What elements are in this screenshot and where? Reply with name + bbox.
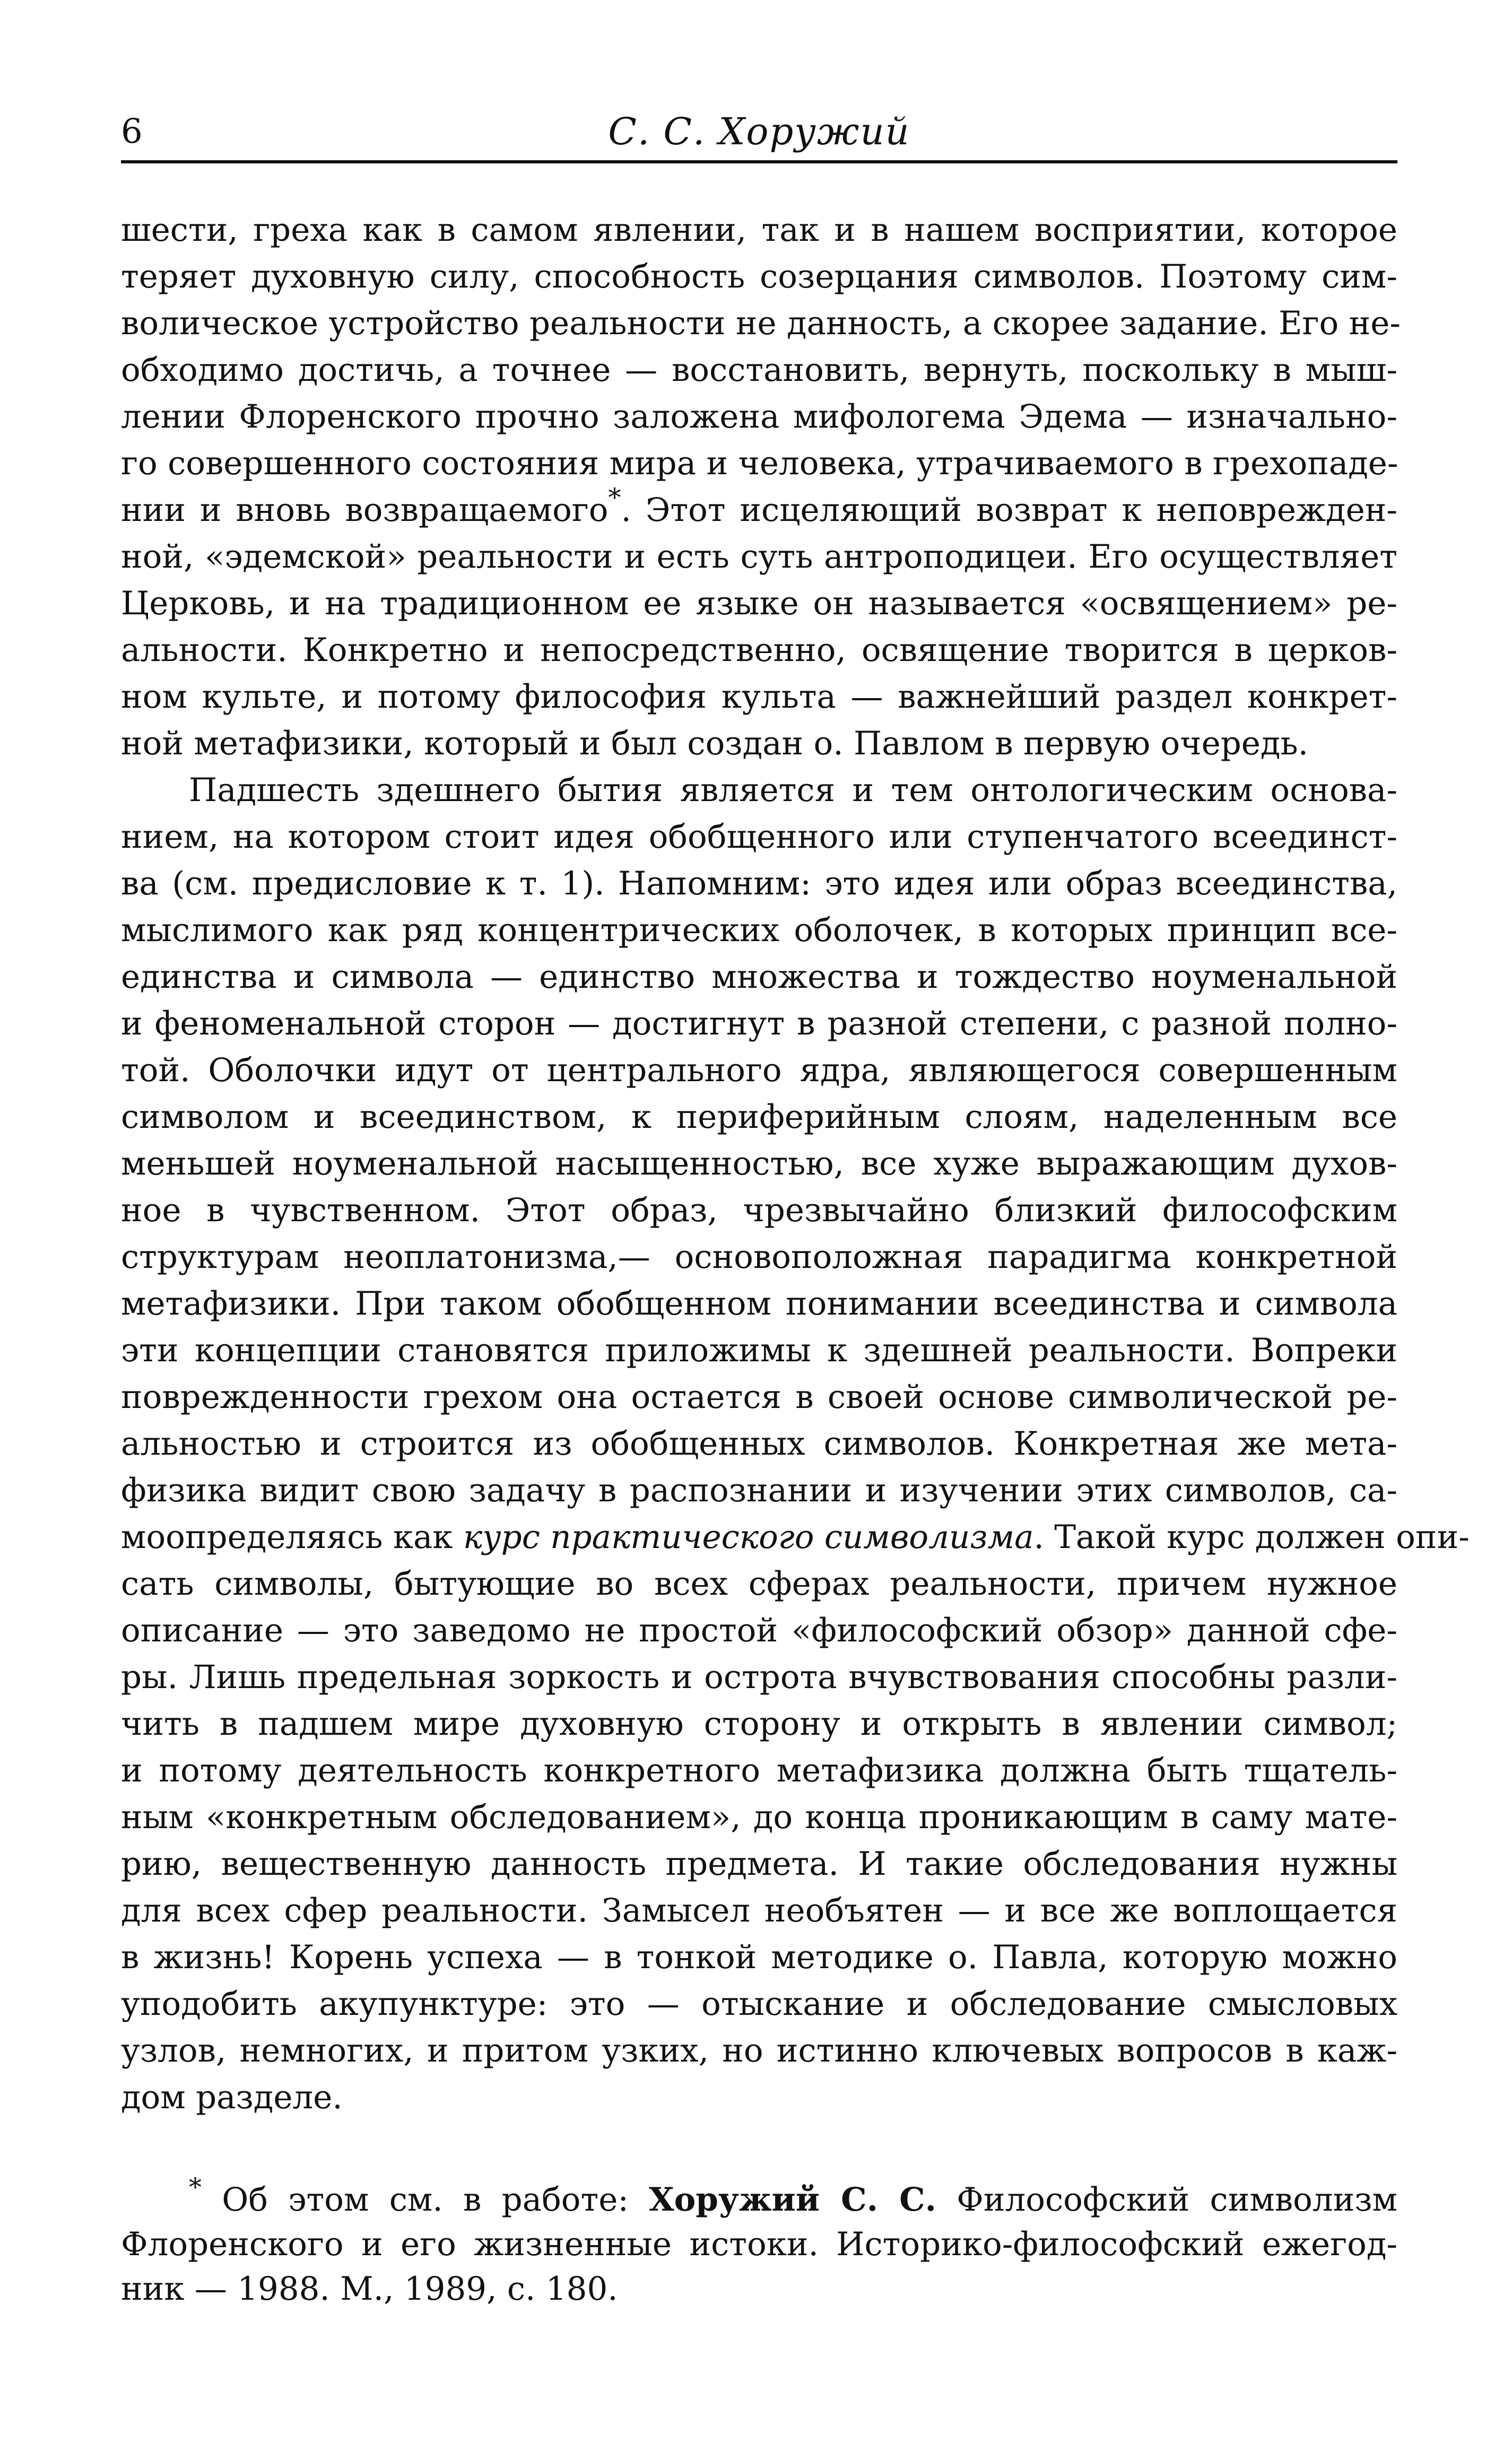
text-line: мыслимого как ряд концентрических оболочек, в которых принцип все- <box>121 911 1397 949</box>
italic-term: курс практического символизма <box>463 1518 1034 1556</box>
footnote <box>121 2172 1397 2311</box>
text-line: лении Флоренского прочно заложена мифологема Эдема — изначально- <box>121 398 1397 436</box>
text-line: ным «конкретным обследованием», до конца проникающим в саму мате- <box>121 1798 1397 1836</box>
text-segment: . Такой курс должен опи- <box>1033 1518 1470 1556</box>
text-line: альностью и строится из обобщенных символов. Конкретная же мета- <box>121 1425 1397 1463</box>
text-line: той. Оболочки идут от центрального ядра, являющегося совершенным <box>121 1051 1397 1089</box>
text-segment: . Этот исцеляющий возврат к неповрежден- <box>621 491 1397 529</box>
text-line: дом разделе. <box>121 2079 343 2116</box>
text-line: ной метафизики, который и был создан о. Павлом в первую очередь. <box>121 725 1308 762</box>
text-segment: моопределяясь как <box>121 1518 453 1556</box>
text-line: ном культе, и потому философия культа — важнейший раздел конкрет- <box>121 678 1397 716</box>
text-line: эти концепции становятся приложимы к здешней реальности. Вопреки <box>121 1332 1397 1369</box>
running-head: С. С. Хоружий <box>608 110 910 153</box>
text-line: поврежденности грехом она остается в своей основе символической ре- <box>121 1378 1397 1416</box>
text-line: сать символы, бытующие во всех сферах реальности, причем нужное <box>121 1565 1397 1603</box>
text-line: и потому деятельность конкретного метафизика должна быть тщатель- <box>121 1752 1397 1789</box>
text-line: и феноменальной сторон — достигнут в разной степени, с разной полно- <box>121 1005 1397 1042</box>
text-line: ной, «эдемской» реальности и есть суть антроподицеи. Его осуществляет <box>121 538 1397 576</box>
text-line: Церковь, и на традиционном ее языке он называется «освящением» ре- <box>121 585 1397 622</box>
text-line: единства и символа — единство множества и тождество ноуменальной <box>121 958 1397 996</box>
text-line: метафизики. При таком обобщенном понимании всеединства и символа <box>121 1285 1397 1323</box>
text-line: ры. Лишь предельная зоркость и острота вчувствования способны разли- <box>121 1658 1397 1696</box>
text-line: альности. Конкретно и непосредственно, освящение творится в церков- <box>121 631 1397 669</box>
text-line: чить в падшем мире духовную сторону и открыть в явлении символ; <box>121 1705 1397 1743</box>
text-line: уподобить акупунктуре: это — отыскание и обследование смысловых <box>121 1985 1397 2023</box>
text-line: нием, на котором стоит идея обобщенного или ступенчатого всеединст- <box>121 818 1397 856</box>
text-line: рию, вещественную данность предмета. И такие обследования нужны <box>121 1845 1397 1883</box>
footnote-line: ник — 1988. М., 1989, с. 180. <box>121 2270 618 2308</box>
text-line: узлов, немногих, и притом узких, но истинно ключевых вопросов в каж- <box>121 2032 1397 2070</box>
text-line: структурам неоплатонизма,— основоположная парадигма конкретной <box>121 1238 1397 1276</box>
text-line: описание — это заведомо не простой «философский обзор» данной сфе- <box>121 1612 1397 1649</box>
text-line: волическое устройство реальности не данность, а скорее задание. Его не- <box>121 305 1401 342</box>
text-line: символом и всеединством, к периферийным слоям, наделенным все <box>121 1098 1397 1136</box>
footnote-line <box>121 2172 1397 2222</box>
text-segment: нии и вновь возвращаемого <box>121 491 609 529</box>
text-line: меньшей ноуменальной насыщенностью, все хуже выражающим духов- <box>121 1145 1397 1182</box>
footnote-marker: * <box>189 2172 202 2202</box>
text-line: ное в чувственном. Этот образ, чрезвычайно близкий философским <box>121 1192 1397 1229</box>
footnote-line: Флоренского и его жизненные истоки. Историко-философский ежегод- <box>121 2225 1397 2263</box>
text-line: физика видит свою задачу в распознании и изучении этих символов, са- <box>121 1472 1397 1509</box>
main-text <box>121 207 1470 2121</box>
text-segment: Об этом см. в работе: <box>202 2181 649 2219</box>
text-line: ва (см. предисловие к т. 1). Напомним: это идея или образ всеединства, <box>121 865 1397 902</box>
text-segment: Философский символизм <box>936 2181 1397 2219</box>
text-line: Падшесть здешнего бытия является и тем онтологическим основа- <box>189 771 1397 809</box>
page-number: 6 <box>121 112 143 151</box>
header-rule <box>121 160 1397 163</box>
text-line: теряет духовную силу, способность созерцания символов. Поэтому сим- <box>121 258 1397 295</box>
text-line: для всех сфер реальности. Замысел необъятен — и все же воплощается <box>121 1892 1397 1929</box>
footnote-marker: * <box>608 483 621 512</box>
text-line: обходимо достичь, а точнее — восстановить, вернуть, поскольку в мыш- <box>121 351 1397 389</box>
text-line <box>121 1514 1470 1561</box>
text-line: го совершенного состояния мира и человека, утрачиваемого в грехопаде- <box>121 445 1398 482</box>
footnote-author: Хоружий С. С. <box>649 2181 936 2219</box>
text-line <box>121 483 1397 534</box>
text-line: в жизнь! Корень успеха — в тонкой методике о. Павла, которую можно <box>121 1938 1397 1976</box>
text-line: шести, греха как в самом явлении, так и в нашем восприятии, которое <box>121 211 1397 249</box>
